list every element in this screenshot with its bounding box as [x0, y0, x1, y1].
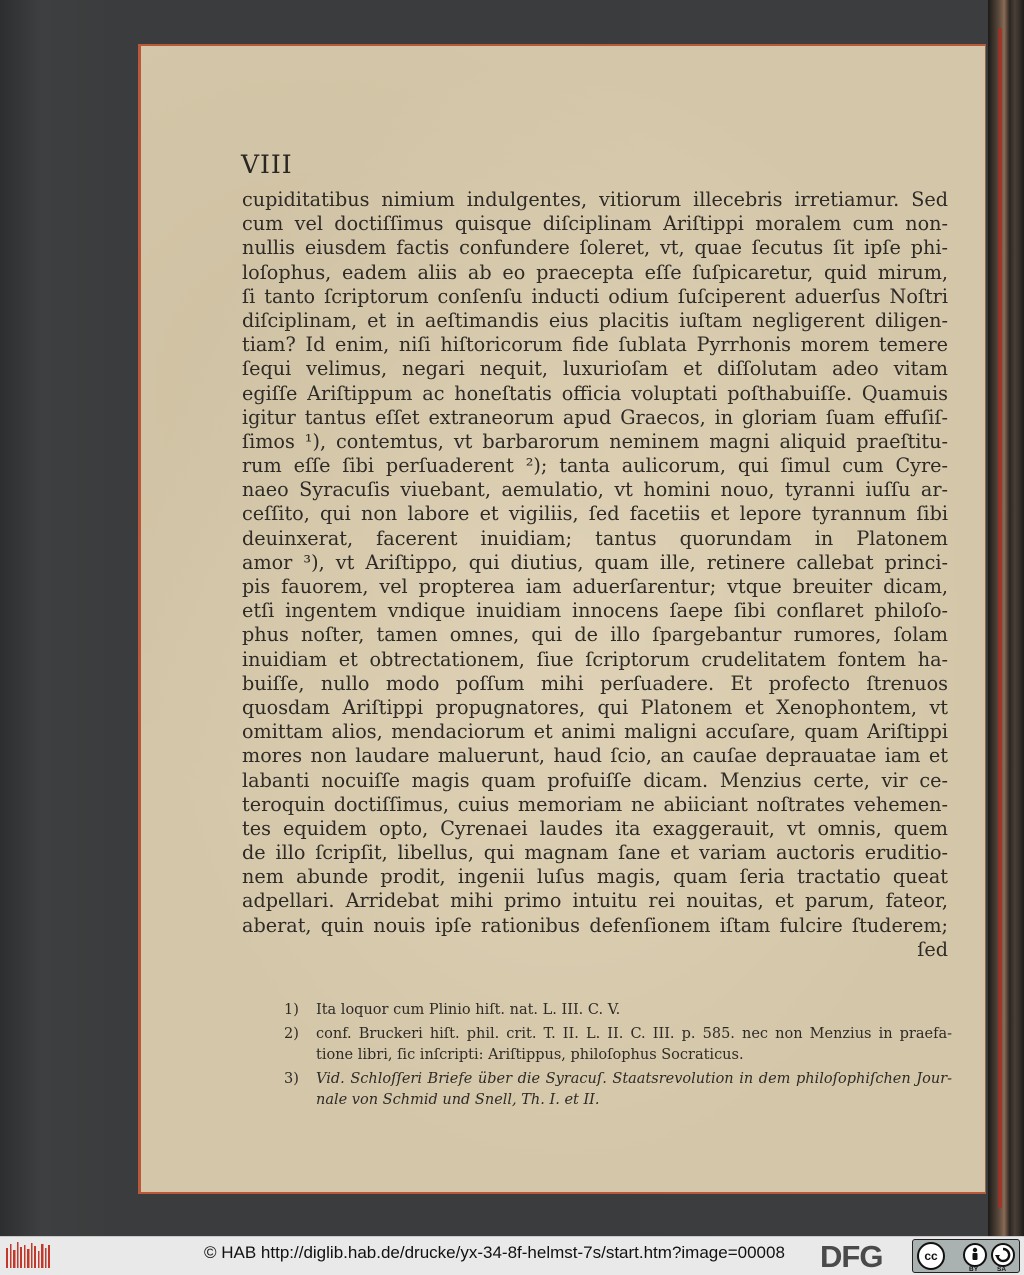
viewer-footer: [0, 1236, 1024, 1275]
text-line: nullis eiusdem factis confundere ſoleret, vt, quae ſecutus ſit ipſe phi-: [242, 236, 948, 260]
body-text: [242, 188, 948, 962]
by-label: BY: [969, 1266, 979, 1273]
copyright-link[interactable]: © HAB http://diglib.hab.de/drucke/yx-34-8f-helmst-7s/start.htm?image=00008: [204, 1243, 785, 1262]
text-line: amor ³), vt Ariſtippo, qui diutius, quam ille, retinere callebat princi-: [242, 550, 948, 574]
text-line: tiam? Id enim, niſi hiſtoricorum fide ſublata Pyrrhonis morem temere: [242, 333, 948, 357]
footnote: [286, 1000, 952, 1021]
sa-label: SA: [997, 1266, 1007, 1273]
text-line: igitur tantus eſſet extraneorum apud Graecos, in gloriam ſuam effuſiſ-: [242, 405, 948, 429]
text-line: ſi tanto ſcriptorum conſenſu inducti odium ſuſciperent aduerſus Noſtri: [242, 284, 948, 308]
footnote-line: Vid. Schloſſeri Briefe über die Syracuſ. Staatsrevolution in dem philoſophiſchen Jour-: [316, 1071, 952, 1087]
footnote-line: conf. Bruckeri hiſt. phil. crit. T. II. L. II. C. III. p. 585. nec non Menzius in praefa-: [316, 1026, 952, 1042]
text-line: mores non laudare maluerunt, haud ſcio, an cauſae deprauatae iam et: [242, 744, 948, 768]
footnote: [286, 1069, 952, 1111]
text-line: naeo Syracuſis viuebant, aemulatio, vt homini nouo, tyranni iuſſu ar-: [242, 478, 948, 502]
footnote: [286, 1024, 952, 1066]
text-line: ſequi velimus, negari nequit, luxurioſam et diſſolutam adeo vitam: [242, 357, 948, 381]
page-number: VIII: [241, 150, 293, 179]
text-line: teroquin doctiſſimus, cuius memoriam ne abiiciant noſtrates vehemen-: [242, 792, 948, 816]
text-line: etſi ingentem vndique inuidiam innocens ſaepe ſibi conflaret philoſo-: [242, 599, 948, 623]
text-line: buiſſe, nullo modo poſſum mihi perſuadere. Et profecto ſtrenuos: [242, 671, 948, 695]
book-edge-red-stripe: [998, 28, 1002, 1208]
footnotes: [286, 1000, 952, 1114]
text-line: quosdam Ariſtippi propugnatores, qui Platonem et Xenophontem, vt: [242, 695, 948, 719]
text-line: phus noſter, tamen omnes, qui de illo ſpargebantur rumores, ſolam: [242, 623, 948, 647]
footnote-line: Ita loquor cum Plinio hiſt. nat. L. III. C. V.: [316, 1002, 621, 1018]
text-line: cum vel doctiſſimus quisque diſciplinam Ariſtippi moralem cum non-: [242, 212, 948, 236]
text-line: inuidiam et obtrectationem, ſiue ſcriptorum crudelitatem fontem ha-: [242, 647, 948, 671]
text-line: pis fauorem, vel propterea iam aduerſarentur; vtque breuiter dicam,: [242, 575, 948, 598]
text-line: de illo ſcripſit, libellus, qui magnam ſane et variam auctoris eruditio-: [242, 841, 948, 865]
dfg-logo[interactable]: DFG: [820, 1239, 883, 1274]
person-icon: [963, 1243, 987, 1267]
text-line: egiſſe Ariſtippum ac honeſtatis officia voluptati poſthabuiſſe. Quamuis: [242, 381, 948, 405]
footnote-mark: 3): [284, 1071, 299, 1087]
text-line: ſimos ¹), contemtus, vt barbarorum neminem magni aliquid praeſtitu-: [242, 429, 948, 453]
text-line: adpellari. Arridebat mihi primo intuitu rei nouitas, et parum, fateor,: [242, 889, 948, 913]
text-line: omittam alios, mendaciorum et animi maligni accuſare, quam Ariſtippi: [242, 720, 948, 744]
footnote-mark: 2): [284, 1026, 299, 1042]
text-line: loſophus, eadem aliis ab eo praecepta eſſe ſuſpicaretur, quid mirum,: [242, 260, 948, 284]
text-line: tes equidem opto, Cyrenaei laudes ita exaggerauit, vt omnis, quem: [242, 816, 948, 840]
text-line: deuinxerat, facerent inuidiam; tantus quorundam in Platonem: [242, 526, 948, 550]
footnote-line: tione libri, ſic inſcripti: Ariſtippus, philoſophus Socraticus.: [316, 1047, 744, 1063]
cc-license-badge[interactable]: [912, 1239, 1020, 1273]
text-line: rum eſſe ſibi perſuaderent ²); tanta aulicorum, qui ſimul cum Cyre-: [242, 454, 948, 478]
book-spine-edge: [988, 0, 1024, 1236]
text-line: aberat, quin nouis ipſe rationibus defenſionem iſtam fulcire ſtuderem;: [242, 913, 948, 937]
text-line: labanti nocuiſſe magis quam profuiſſe dicam. Menzius certe, vir ce-: [242, 768, 948, 792]
footnote-mark: 1): [284, 1002, 299, 1018]
catchword: ſed: [917, 937, 948, 961]
hab-barcode-logo[interactable]: [6, 1242, 50, 1270]
text-line: ceſſito, qui non labore et vigiliis, ſed facetiis et lepore tyrannum ſibi: [242, 502, 948, 526]
share-alike-icon: [991, 1243, 1015, 1267]
footnote-line: nale von Schmid und Snell, Th. I. et II.: [316, 1092, 600, 1108]
text-line: cupiditatibus nimium indulgentes, vitiorum illecebris irretiamur. Sed: [242, 188, 948, 211]
text-line: diſciplinam, et in aeſtimandis eius placitis iuſtam negligerent diligen-: [242, 308, 948, 332]
creative-commons-icon: cc: [917, 1242, 945, 1270]
text-line: nem abunde prodit, ingenii luſus magis, quam ſeria tractatio queat: [242, 865, 948, 889]
